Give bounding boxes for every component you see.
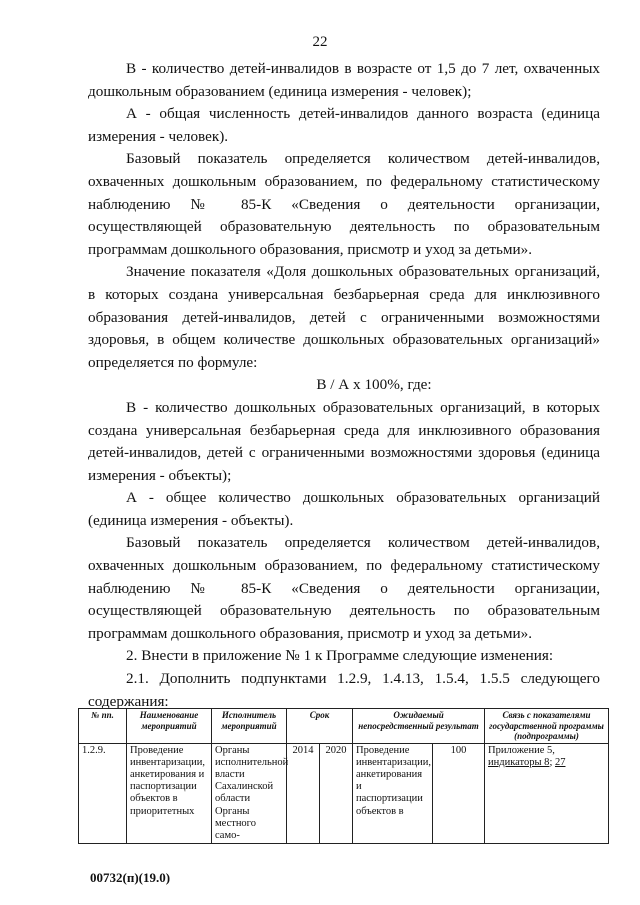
cell-value: 100 — [433, 743, 485, 844]
cell-num: 1.2.9. — [79, 743, 127, 844]
cell-result: Проведение инвентаризации, анкетирования и паспортизации объектов в — [353, 743, 433, 844]
page-number: 22 — [312, 34, 328, 50]
paragraph: В - количество дошкольных образовательных организаций, в которых создана универсальная безбарьерная среда для инклюзивного образования детей-инвалидов, детей с ограниченными возможностями здоровья (единица измерения - объекты); — [88, 398, 600, 484]
header-term: Срок — [287, 709, 353, 744]
link-prefix: Приложение 5, — [488, 744, 555, 756]
cell-end-year: 2020 — [320, 743, 353, 844]
paragraph: А - общее количество дошкольных образовательных организаций (единица измерения - объекты). — [88, 489, 600, 529]
table-row — [79, 743, 609, 844]
cell-start-year: 2014 — [287, 743, 320, 844]
paragraph: Базовый показатель определяется количеством детей-инвалидов, охваченных дошкольным образованием, по федеральному статистическому наблюдению № 85-К «Сведения о деятельности организации, осуществляющей образовательную деятельность по образовательным программам дошкольного образования, присмотр и уход за детьми». — [88, 534, 600, 642]
cell-executor: Органы исполнительной власти Сахалинской области Органы местного само- — [212, 743, 287, 844]
paragraph: 2.1. Дополнить подпунктами 1.2.9, 1.4.13, 1.5.4, 1.5.5 следующего содержания: — [88, 670, 600, 710]
header-executor: Исполнитель мероприятий — [212, 709, 287, 744]
paragraph: 2. Внести в приложение № 1 к Программе следующие изменения: — [126, 647, 554, 665]
link-indicator-8: индикаторы 8 — [488, 756, 550, 768]
document-body — [88, 58, 600, 713]
paragraph: Значение показателя «Доля дошкольных образовательных организаций, в которых создана универсальная безбарьерная среда для инклюзивного образования детей-инвалидов, детей с ограниченными возможностями здоровья, в общем количестве дошкольных образовательных организаций» определяется по формуле: — [88, 263, 600, 371]
link-indicator-27: 27 — [554, 756, 566, 768]
formula: В / А х 100%, где: — [316, 376, 432, 394]
document-code: 00732(п)(19.0) — [90, 870, 171, 885]
program-table — [78, 708, 609, 844]
header-num: № пп. — [79, 709, 127, 744]
header-result: Ожидаемый непосредственный результат — [353, 709, 485, 744]
program-table-wrapper — [78, 708, 608, 841]
header-name: Наименование мероприятий — [127, 709, 212, 744]
paragraph: А - общая численность детей-инвалидов данного возраста (единица измерения - человек). — [88, 105, 600, 145]
cell-link — [485, 743, 609, 844]
link-separator: ; — [549, 756, 555, 768]
paragraph: В - количество детей-инвалидов в возрасте от 1,5 до 7 лет, охваченных дошкольным образованием (единица измерения - человек); — [88, 60, 600, 100]
table-header-row — [79, 709, 609, 744]
header-link: Связь с показателями государственной программы (подпрограммы) — [485, 709, 609, 744]
paragraph: Базовый показатель определяется количеством детей-инвалидов, охваченных дошкольным образованием, по федеральному статистическому наблюдению № 85-К «Сведения о деятельности организации, осуществляющей образовательную деятельность по образовательным программам дошкольного образования, присмотр и уход за детьми». — [88, 150, 600, 258]
cell-name: Проведение инвентаризации, анкетирования и паспортизации объектов в приоритетных — [127, 743, 212, 844]
